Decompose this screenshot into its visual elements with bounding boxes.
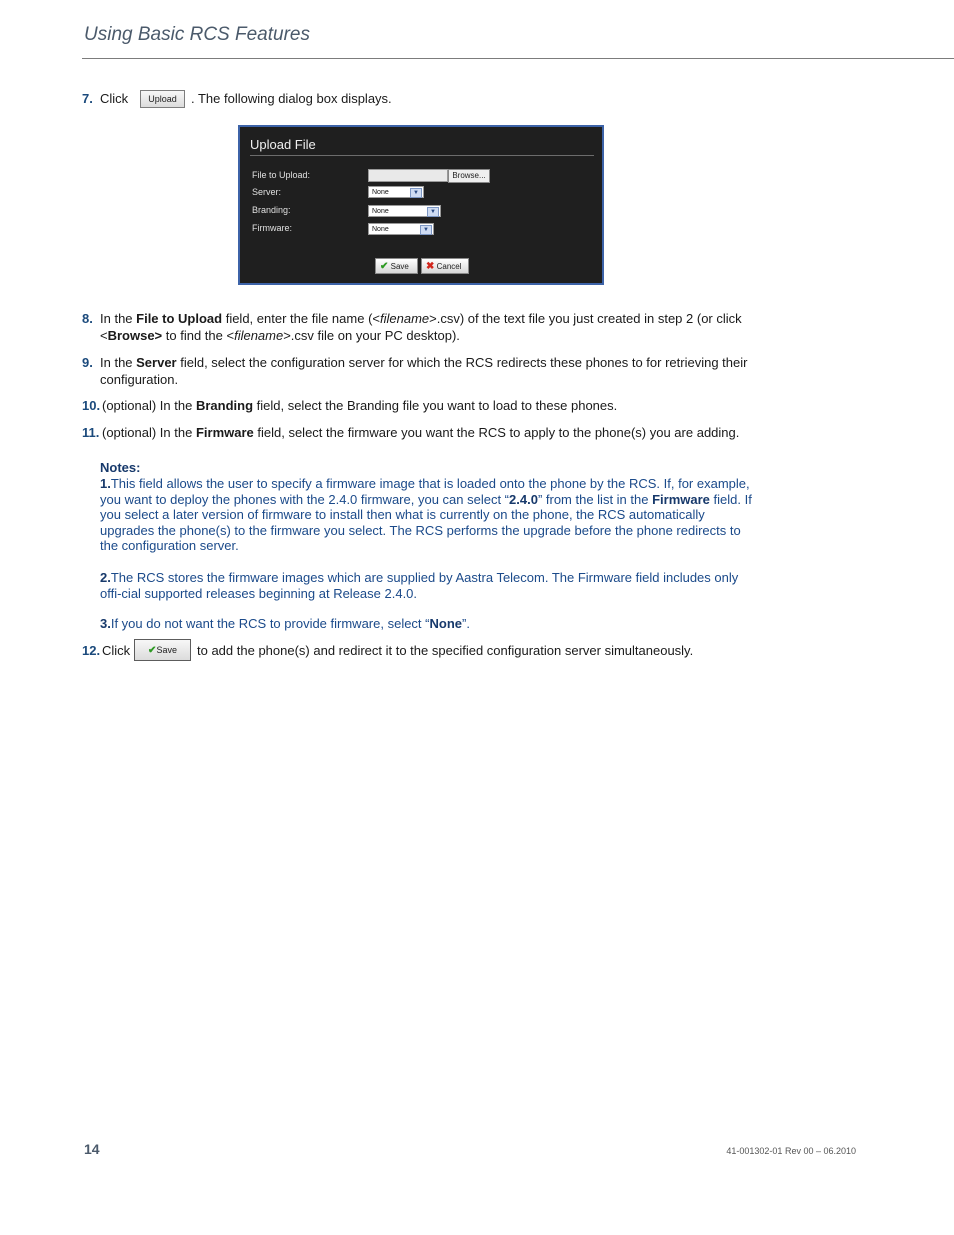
step-text: (optional) In the Firmware field, select the firmware you want the RCS to apply to the phone(s) you are adding. (102, 425, 740, 440)
upload-button-image: Upload (140, 90, 185, 108)
step-number: 9. (82, 355, 93, 370)
step-number: 8. (82, 311, 93, 326)
step-number: 10. (82, 398, 101, 413)
step-number: 7. (82, 91, 93, 106)
close-icon: ✖ (426, 261, 435, 272)
step-9 (82, 354, 752, 388)
dialog-save-label: Save (390, 262, 409, 271)
step-text: . The following dialog box displays. (191, 91, 392, 106)
step-text: Click (100, 91, 129, 106)
step-number: 12. (82, 643, 101, 658)
save-button-image: ✔Save (134, 639, 191, 661)
step-text: (optional) In the Branding field, select the Branding file you want to load to these phones. (102, 398, 618, 413)
firmware-label: Firmware: (252, 223, 292, 233)
branding-select (368, 205, 441, 217)
chevron-down-icon: ▼ (420, 225, 432, 235)
chevron-down-icon: ▼ (410, 188, 422, 198)
dialog-title: Upload File (250, 137, 316, 152)
notes-heading: Notes: (100, 460, 141, 475)
branding-value: None (372, 208, 389, 215)
header-divider (82, 58, 954, 59)
checkmark-icon: ✔ (148, 645, 157, 656)
chevron-down-icon: ▼ (427, 207, 439, 217)
dialog-cancel-button (421, 258, 469, 274)
step-11 (82, 424, 752, 441)
upload-file-dialog (238, 125, 604, 285)
server-select (368, 186, 424, 198)
firmware-select (368, 223, 434, 235)
firmware-value: None (372, 226, 389, 233)
dialog-divider (250, 155, 594, 156)
branding-label: Branding: (252, 205, 291, 215)
note-3: 3.If you do not want the RCS to provide firmware, select “None”. (100, 616, 470, 631)
step-text: In the Server field, select the configuration server for which the RCS redirects these phones to for retrieving their configuration. (100, 355, 748, 387)
page-header-title: Using Basic RCS Features (84, 24, 310, 45)
file-to-upload-label: File to Upload: (252, 170, 311, 180)
page-number: 14 (84, 1141, 100, 1157)
dialog-save-button (375, 258, 418, 274)
server-label: Server: (252, 187, 282, 197)
step-text: Click (102, 643, 131, 658)
document-id: 41-001302-01 Rev 00 – 06.2010 (726, 1146, 856, 1156)
step-10 (82, 397, 752, 414)
step-text: In the File to Upload field, enter the file name (<filename>.csv) of the text file you just created in step 2 (or click <Browse> to find the <filename>.csv file on your PC desktop). (100, 311, 742, 343)
note-1: 1.This field allows the user to specify a firmware image that is loaded onto the phone by the RCS. If, for example, you want to deploy the phones with the 2.4.0 firmware, you can select “2.4.0” from the list in the Firmware field. If you select a later version of firmware to install then what is currently on the phone, the RCS automatically upgrades the phone(s) to the firmware you select. The RCS performs the upgrade before the phone redirects to the configuration server. (100, 476, 752, 554)
dialog-cancel-label: Cancel (436, 262, 462, 271)
step-8 (82, 310, 752, 344)
checkmark-icon: ✔ (380, 261, 389, 272)
server-value: None (372, 189, 389, 196)
note-2: 2.The RCS stores the firmware images which are supplied by Aastra Telecom. The Firmware field includes only offi-cial supported releases beginning at Release 2.4.0. (100, 570, 739, 601)
step-text: to add the phone(s) and redirect it to the specified configuration server simultaneously. (197, 643, 694, 658)
step-number: 11. (82, 425, 100, 440)
file-to-upload-input (368, 169, 448, 182)
browse-button: Browse... (448, 169, 490, 183)
